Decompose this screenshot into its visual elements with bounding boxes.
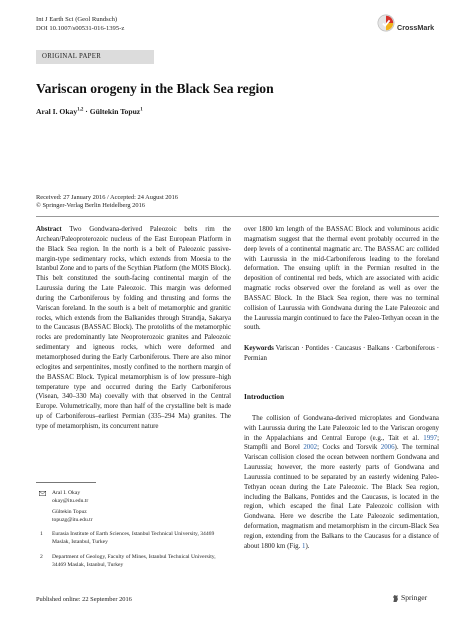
affiliation-1 <box>36 531 231 547</box>
journal-header <box>36 16 124 33</box>
author-2-affiliation: 1 <box>140 107 143 113</box>
introduction-heading: Introduction <box>244 391 285 401</box>
keywords-paragraph <box>244 344 439 364</box>
springer-horse-icon <box>392 594 399 603</box>
article-history <box>36 194 178 211</box>
corr-author-1-email[interactable]: okay@itu.edu.tr <box>52 497 89 504</box>
affiliation-1-text: Eurasia Institute of Earth Sciences, Istanbul Technical University, 34469 Maslak, Istanbul, Turkey <box>52 531 215 545</box>
affiliation-2-number: 2 <box>40 554 43 560</box>
figure-link-1[interactable]: 1 <box>302 542 306 550</box>
abstract-continued: over 1800 km length of the BASSAC Block and voluminous acidic magmatism suggest that the thermal event probably occurred in the deep levels of a continental magmatic arc. The BASSAC arc collided with Laurussia in the mid-Carboniferous leading to the foreland deformation. The ensuing uplift in the Permian resulted in the deposition of continental red beds, which are associated with acidic magmatic rocks observed over the foreland as well as over the BASSAC Block. In the Black Sea region, there was no terminal collision of Laurussia with Gondwana during the Late Paleozoic and the Laurussia margin continued to face the Paleo-Tethyan ocean in the south. <box>244 226 439 332</box>
abstract-label: Abstract <box>36 226 62 233</box>
crossmark-badge[interactable] <box>377 14 439 36</box>
mail-icon <box>39 491 46 496</box>
springer-wordmark: Springer <box>401 593 428 602</box>
keywords-text: Variscan · Pontides · Caucasus · Balkans · Carboniferous · Permian <box>244 345 439 363</box>
intro-text-2: ; Stampfli and Borel <box>244 434 439 452</box>
keywords-label: Keywords <box>244 345 274 353</box>
affiliation-2 <box>36 554 231 570</box>
left-column <box>36 225 231 432</box>
citation-link-stampfli[interactable]: 2002 <box>303 444 318 452</box>
author-1-affiliation: 1,2 <box>77 107 84 113</box>
doi-line[interactable]: DOI 10.1007/s00531-016-1395-z <box>36 24 125 32</box>
crossmark-icon <box>377 14 395 32</box>
abstract-paragraph <box>36 225 231 432</box>
author-line <box>36 107 143 116</box>
copyright: © Springer-Verlag Berlin Heidelberg 2016 <box>36 202 145 210</box>
citation-link-tait[interactable]: 1997 <box>423 434 438 442</box>
article-title: Variscan orogeny in the Black Sea region <box>36 81 274 96</box>
published-online: Published online: 22 September 2016 <box>36 596 132 603</box>
author-separator: · <box>83 107 90 116</box>
affiliation-1-number: 1 <box>40 531 43 537</box>
citation-link-cocks[interactable]: 2006 <box>380 444 395 452</box>
author-1[interactable]: Aral I. Okay <box>36 107 78 116</box>
intro-text-5: ). <box>305 542 310 550</box>
received-accepted: Received: 27 January 2016 / Accepted: 24 August 2016 <box>36 194 178 201</box>
right-column <box>244 225 439 552</box>
correspondence-block <box>36 490 231 523</box>
corr-author-2-name: Gültekin Topuz <box>52 509 87 516</box>
corr-author-1-name: Aral I. Okay <box>52 490 81 496</box>
header-divider <box>36 216 439 217</box>
author-2[interactable]: Gültekin Topuz <box>89 107 141 116</box>
introduction-paragraph <box>244 414 439 552</box>
article-type-badge: ORIGINAL PAPER <box>36 50 154 64</box>
abstract-text: Two Gondwana-derived Paleozoic belts rim the Archean/Paleoproterozoic nucleus of the East European Platform in the Black Sea region. In the north is a belt of Paleozoic passive-margin-type sedimentary rocks, which extends from Moesia to the Istanbul Zone and to parts of the Scythian Platform (the MOIS Block). This belt constituted the south-facing continental margin of the Laurussia during the Late Paleozoic. This margin was deformed during the Carboniferous by folding and thrusting and forms the Variscan foreland. In the south is a belt of metamorphic and granitic rocks, which extends from the Balkanides through Strandja, Sakarya to the Caucasus (BASSAC Block). The protoliths of the metamorphic rocks are predominantly late Neoproterozoic granites and Paleozoic sedimentary and igneous rocks, which were deformed and metamorphosed during the Early Carboniferous. There are also minor eclogites and serpentinites, mostly confined to the northern margin of the BASSAC Block. Typical metamorphism is of low pressure–high temperature type and occurred during the Early Carboniferous (Visean, 340–330 Ma) coevally with that observed in the Central Europe. Volumetrically, more than half of the crystalline belt is made up of Carboniferous–earliest Permian (335–294 Ma) granites. The type of metamorphism, its concurrent nature <box>36 226 231 430</box>
intro-text-3: ; Cocks and Torsvik <box>317 444 381 452</box>
intro-text-1: The collision of Gondwana-derived microplates and Gondwana with Laurussia during the Late Paleozoic led to the Variscan orogeny in the Appalachians and Central Europe (e.g., Tait et al. <box>244 414 439 442</box>
crossmark-label: CrossMark <box>397 23 435 32</box>
journal-name: Int J Earth Sci (Geol Rundsch) <box>36 16 118 23</box>
corr-author-2-email[interactable]: topuzg@itu.edu.tr <box>52 516 93 523</box>
correspondence-list <box>52 490 228 524</box>
springer-logo <box>392 593 440 604</box>
intro-text-4: ). The terminal Variscan collision closed the ocean between northern Gondwana and Laurussia; however, the more easterly parts of Gondwana and Laurussia continued to be separated by an easterly widening Paleo-Tethyan ocean during the Late Paleozoic. The Black Sea region, including the Balkans, Pontides and the Caucasus, is located in the region, which escaped the final Late Paleozoic collision with Gondwana. Here we describe the Late Paleozoic sedimentation, deformation, magmatism and metamorphism in the circum-Black Sea region, extending from the Balkans to the Caucasus for a distance of about 1800 km (Fig. <box>244 444 439 550</box>
affiliation-2-text: Department of Geology, Faculty of Mines, Istanbul Technical University, 34469 Maslak, Istanbul, Turkey <box>52 554 216 568</box>
affiliation-divider <box>36 482 96 483</box>
